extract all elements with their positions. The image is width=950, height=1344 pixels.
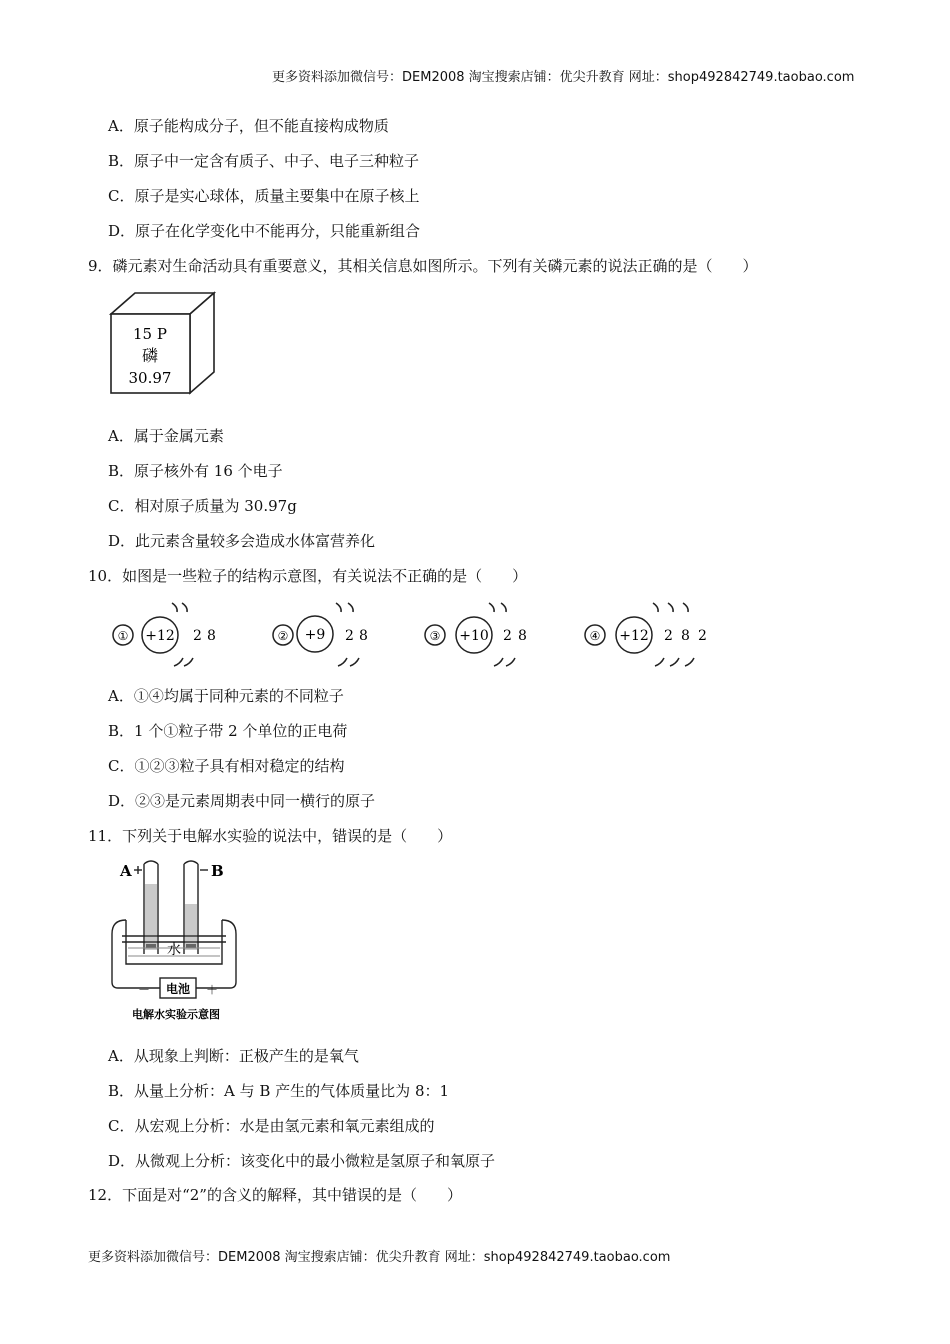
tube-a-label: A bbox=[120, 862, 132, 880]
particle-3-label: ③ bbox=[429, 629, 441, 643]
q10-stem: 10．如图是一些粒子的结构示意图，有关说法不正确的是（ ） bbox=[88, 567, 528, 585]
q11-option-d: D．从微观上分析：该变化中的最小微粒是氢原子和氧原子 bbox=[108, 1152, 496, 1170]
q8-option-a: A．原子能构成分子，但不能直接构成物质 bbox=[108, 117, 389, 135]
electrolysis-figure bbox=[108, 856, 244, 1026]
particle-4-shell-3: 2 bbox=[698, 628, 707, 644]
particle-2-shell-1: 2 bbox=[345, 628, 354, 644]
particle-4-shell-1: 2 bbox=[664, 628, 673, 644]
element-mass: 30.97 bbox=[128, 369, 172, 387]
q9-option-b: B．原子核外有 16 个电子 bbox=[108, 462, 283, 480]
particle-1-label: ① bbox=[117, 629, 129, 643]
figure-caption: 电解水实验示意图 bbox=[132, 1008, 220, 1021]
particle-2-label: ② bbox=[277, 629, 289, 643]
particle-2-nucleus: +9 bbox=[304, 627, 326, 643]
q8-option-c: C．原子是实心球体，质量主要集中在原子核上 bbox=[108, 187, 420, 205]
element-cell-figure bbox=[108, 290, 220, 396]
q9-option-a: A．属于金属元素 bbox=[108, 427, 224, 445]
particle-2-shell-2: 8 bbox=[359, 628, 368, 644]
q11-option-c: C．从宏观上分析：水是由氢元素和氧元素组成的 bbox=[108, 1117, 435, 1135]
element-number-symbol: 15 P bbox=[133, 325, 167, 343]
element-name: 磷 bbox=[141, 346, 159, 365]
q10-option-b: B．1 个①粒子带 2 个单位的正电荷 bbox=[108, 722, 348, 740]
particle-3-nucleus: +10 bbox=[459, 628, 489, 644]
q10-option-c: C．①②③粒子具有相对稳定的结构 bbox=[108, 757, 345, 775]
particle-4-shell-2: 8 bbox=[681, 628, 690, 644]
page-footer: 更多资料添加微信号：DEM2008 淘宝搜索店铺：优尖升教育 网址：shop492842749.taobao.com bbox=[88, 1250, 671, 1265]
q10-option-d: D．②③是元素周期表中同一横行的原子 bbox=[108, 792, 376, 810]
particle-structure-figure bbox=[108, 598, 728, 670]
q12-stem: 12．下面是对“2”的含义的解释，其中错误的是（ ） bbox=[88, 1186, 462, 1204]
particle-1-shell-1: 2 bbox=[193, 628, 202, 644]
q11-option-a: A．从现象上判断：正极产生的是氧气 bbox=[108, 1047, 359, 1065]
battery-label: 电池 bbox=[165, 982, 191, 996]
particle-1-shell-2: 8 bbox=[207, 628, 216, 644]
q8-option-b: B．原子中一定含有质子、中子、电子三种粒子 bbox=[108, 152, 420, 170]
particle-3-shell-1: 2 bbox=[503, 628, 512, 644]
particle-3-shell-2: 8 bbox=[518, 628, 527, 644]
q9-stem: 9．磷元素对生命活动具有重要意义，其相关信息如图所示。下列有关磷元素的说法正确的是（ ） bbox=[88, 257, 758, 275]
water-label: 水 bbox=[167, 942, 181, 958]
q11-stem: 11．下列关于电解水实验的说法中，错误的是（ ） bbox=[88, 827, 453, 845]
particle-4-label: ④ bbox=[589, 629, 601, 643]
page-header: 更多资料添加微信号：DEM2008 淘宝搜索店铺：优尖升教育 网址：shop492842749.taobao.com bbox=[272, 70, 855, 85]
q11-option-b: B．从量上分析：A 与 B 产生的气体质量比为 8：1 bbox=[108, 1082, 450, 1100]
q10-option-a: A．①④均属于同种元素的不同粒子 bbox=[108, 687, 344, 705]
particle-4-nucleus: +12 bbox=[619, 628, 649, 644]
particle-1-nucleus: +12 bbox=[145, 628, 175, 644]
tube-b-label: B bbox=[211, 862, 224, 880]
battery-minus: － bbox=[138, 983, 151, 997]
q8-option-d: D．原子在化学变化中不能再分，只能重新组合 bbox=[108, 222, 421, 240]
q9-option-c: C．相对原子质量为 30.97g bbox=[108, 497, 297, 515]
battery-plus: ＋ bbox=[206, 983, 219, 997]
q9-option-d: D．此元素含量较多会造成水体富营养化 bbox=[108, 532, 376, 550]
